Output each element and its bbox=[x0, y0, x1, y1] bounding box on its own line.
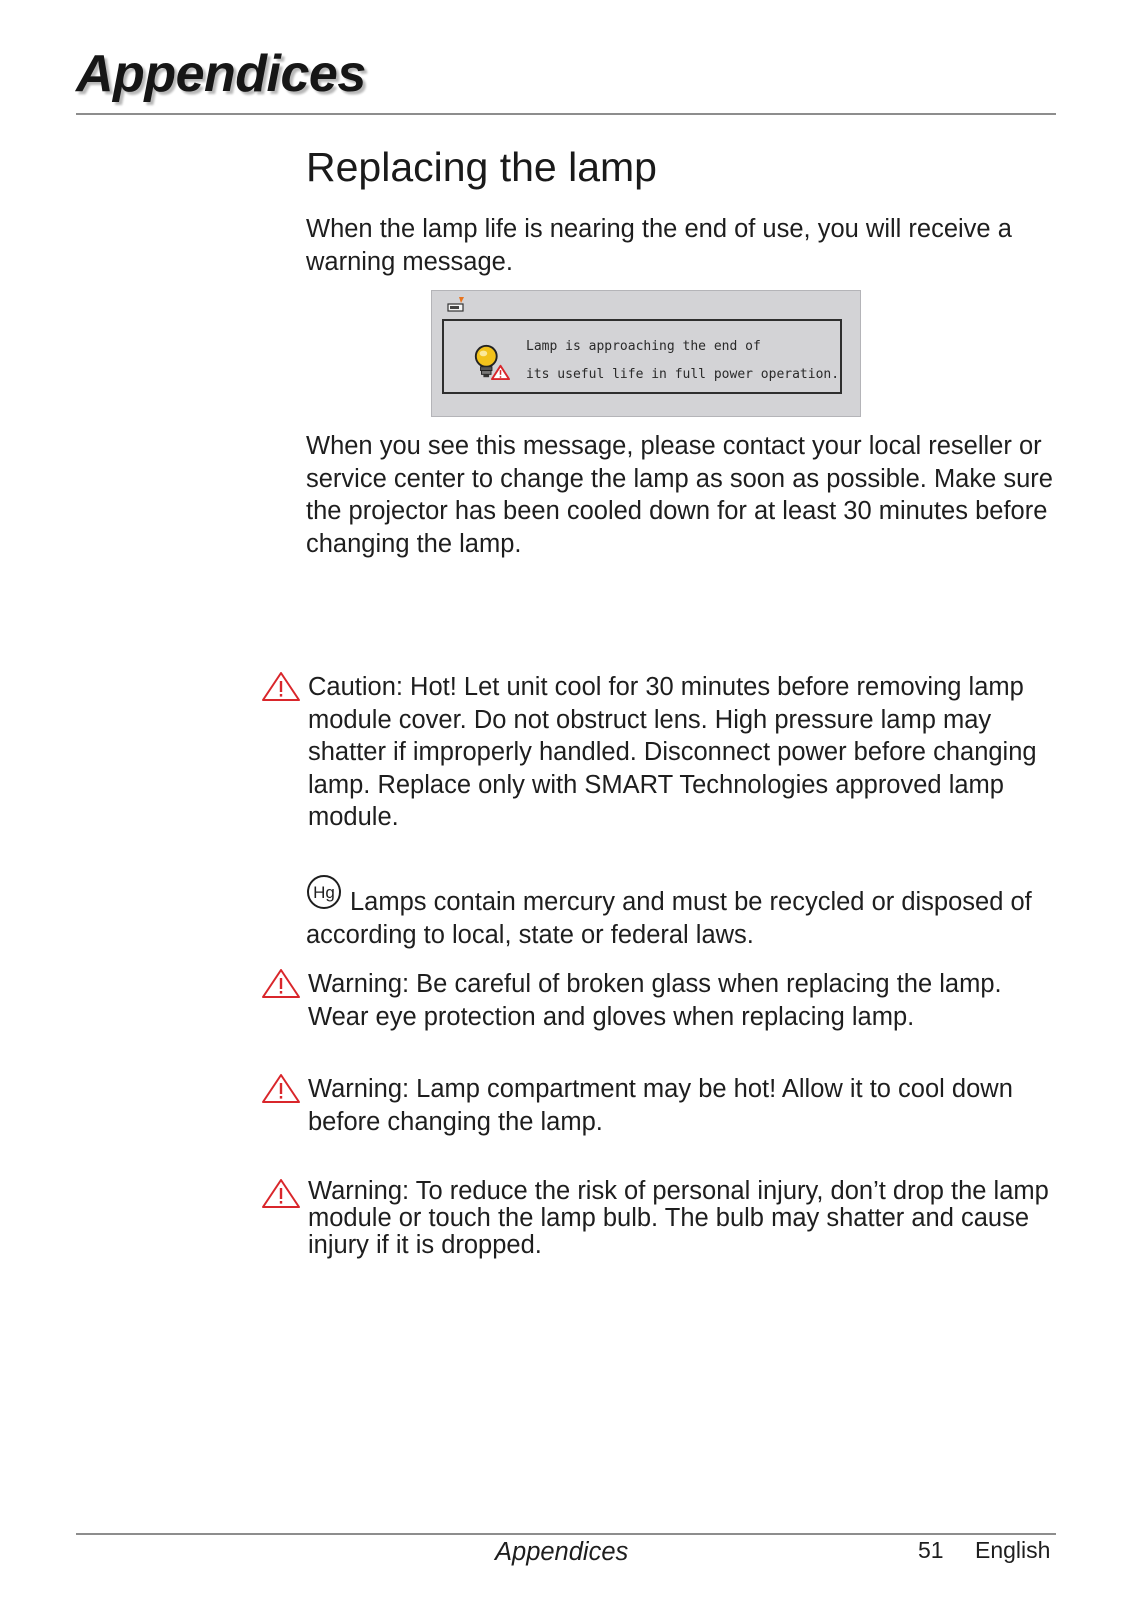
warning-injury-text: Warning: To reduce the risk of personal injury, don’t drop the lamp module or touch the lamp bulb. The bulb may shatter and cause injury if it is dropped. bbox=[308, 1177, 1049, 1259]
warning-triangle-icon bbox=[260, 1073, 302, 1105]
osd-message-frame bbox=[442, 319, 842, 394]
warning-glass-notice bbox=[260, 968, 1060, 1033]
mercury-hg-icon bbox=[306, 874, 342, 910]
mercury-text: Lamps contain mercury and must be recycled or disposed of according to local, state or federal laws. bbox=[306, 888, 1032, 949]
mercury-symbol: Hg bbox=[313, 883, 335, 902]
warning-triangle-icon bbox=[260, 671, 302, 703]
section-title: Replacing the lamp bbox=[306, 144, 657, 190]
footer-rule bbox=[76, 1533, 1056, 1535]
footer-language: English bbox=[975, 1537, 1051, 1563]
instructions-paragraph: When you see this message, please contact your local reseller or service center to change the lamp as soon as possible. Make sure the projector has been cooled down for at least 30 minutes before changing the lamp. bbox=[306, 432, 1053, 558]
osd-line-1: Lamp is approaching the end of bbox=[526, 339, 761, 354]
warning-injury-notice bbox=[260, 1178, 1060, 1259]
warning-triangle-icon bbox=[260, 1178, 302, 1210]
intro-paragraph: When the lamp life is nearing the end of use, you will receive a warning message. bbox=[306, 215, 1012, 276]
caution-text: Caution: Hot! Let unit cool for 30 minutes before removing lamp module cover. Do not obstruct lens. High pressure lamp may shatter if improperly handled. Disconnect power before changing lamp. Replace only with SMART Technologies approved lamp module. bbox=[308, 673, 1037, 831]
osd-message-text bbox=[526, 333, 839, 389]
page-number: 51 bbox=[918, 1537, 944, 1563]
warning-hot-notice bbox=[260, 1073, 1060, 1138]
warning-hot-text: Warning: Lamp compartment may be hot! Allow it to cool down before changing the lamp. bbox=[308, 1075, 1013, 1136]
lamp-warning-icon bbox=[472, 343, 510, 381]
header-rule bbox=[76, 113, 1056, 115]
osd-warning-message bbox=[431, 290, 861, 417]
warning-triangle-icon bbox=[260, 968, 302, 1000]
lamp-status-icon bbox=[446, 295, 466, 315]
chapter-title: Appendices bbox=[76, 45, 366, 103]
caution-notice bbox=[260, 671, 1060, 834]
mercury-notice bbox=[306, 874, 1066, 951]
osd-line-2: its useful life in full power operation. bbox=[526, 367, 840, 382]
footer-section-name: Appendices bbox=[495, 1538, 629, 1566]
warning-glass-text: Warning: Be careful of broken glass when replacing the lamp. Wear eye protection and gloves when replacing lamp. bbox=[308, 970, 1002, 1031]
